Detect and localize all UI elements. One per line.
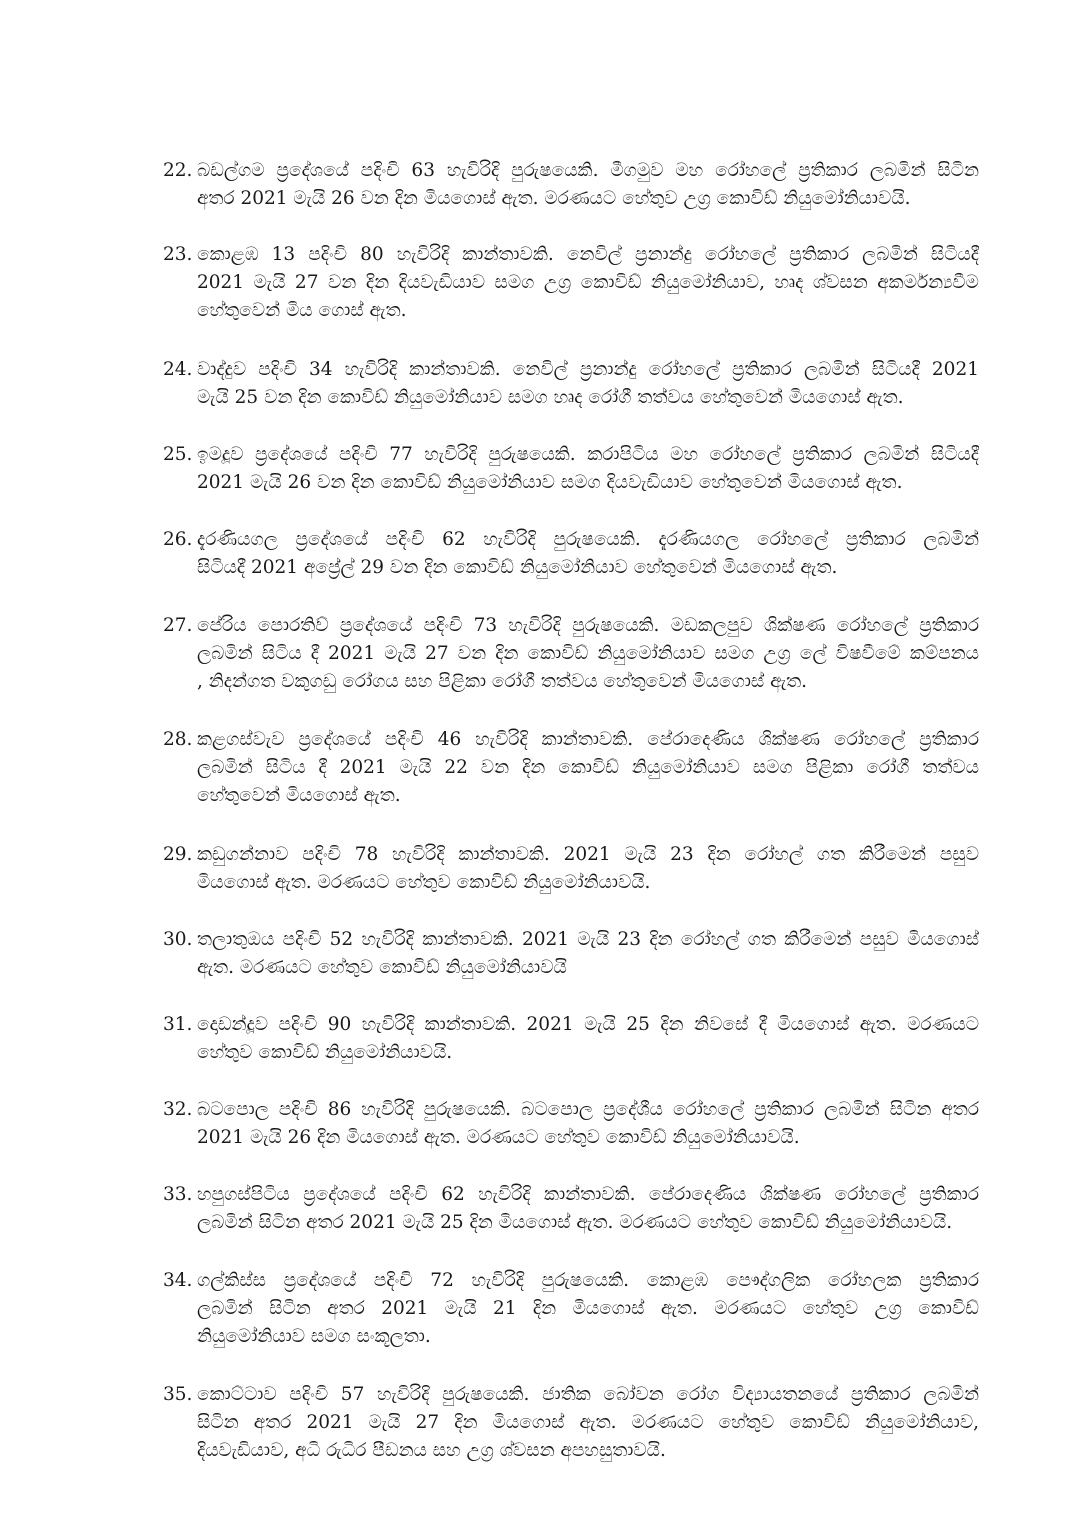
item-text <box>197 841 979 897</box>
text-line: හේතුව කොවිඩ් නියුමෝනියාවයි. <box>197 1042 453 1063</box>
item-number: 25. <box>163 444 193 465</box>
text-line: ලබමින් සිටිය දී 2021 මැයි 27 වන දින කොවිඩ් නියුමෝනියාව සමග උග්‍ර ලේ විෂවීමේ කම්පනය <box>197 643 979 664</box>
list-item-29 <box>163 841 979 897</box>
text-line: හපුගස්පිටිය ප්‍රදේශයේ පදිංචි 62 හැවිරිදි කාන්තාවකි. පේරාදෙණිය ශික්ෂණ රෝහලේ ප්‍රතිකාර <box>197 1184 979 1205</box>
list-item-25 <box>163 441 979 497</box>
list-item-35 <box>163 1381 979 1465</box>
list-item-27 <box>163 612 979 696</box>
list-item-24 <box>163 356 979 412</box>
text-line: මැයි 25 වන දින කොවිඩ් නියුමෝනියාව සමග හෘද රෝගී තත්වය හේතුවෙන් මියගොස් ඇත. <box>197 387 904 408</box>
item-text <box>197 356 979 412</box>
text-line: සිටින අතර 2021 මැයි 27 දින මියගොස් ඇත. මරණයට හේතුව කොවිඩ් නියුමෝනියාව, <box>197 1412 979 1433</box>
item-text <box>197 1181 979 1237</box>
item-number: 30. <box>163 929 193 950</box>
text-line: කොළඹ 13 පදිංචි 80 හැවිරිදි කාන්තාවකි. නෙවිල් ප්‍රනාන්දු රෝහලේ ප්‍රතිකාර ලබමින් සිටියදී <box>197 244 979 265</box>
text-line: අතර 2021 මැයි 26 වන දින මියගොස් ඇත. මරණයට හේතුව උග්‍ර කොවිඩ් නියුමෝනියාවයි. <box>197 188 911 209</box>
text-line: 2021 මැයි 26 වන දින කොවිඩ් නියුමෝනියාව සමග දියවැඩියාව හේතුවෙන් මියගොස් ඇත. <box>197 472 903 493</box>
list-item-33 <box>163 1181 979 1237</box>
list-item-28 <box>163 726 979 810</box>
item-text <box>197 1267 979 1351</box>
item-number: 28. <box>163 729 193 750</box>
text-line: කඩුගන්නාව පදිංචි 78 හැවිරිදි කාන්තාවකි. 2021 මැයි 23 දින රෝහල් ගත කිරීමෙන් පසුව <box>197 844 979 865</box>
text-line: නියුමෝනියාව සමග සංකූලතා. <box>197 1326 431 1347</box>
text-line: ඇත. මරණයට හේතුව කොවිඩ් නියුමෝනියාවයි <box>197 957 567 978</box>
text-line: 2021 මැයි 26 දින මියගොස් ඇත. මරණයට හේතුව කොවිඩ් නියුමෝනියාවයි. <box>197 1127 800 1148</box>
item-number: 32. <box>163 1099 193 1120</box>
item-number: 31. <box>163 1014 193 1035</box>
item-text <box>197 441 979 497</box>
list-item-22 <box>163 157 979 213</box>
text-line: ලබමින් සිටිය දී 2021 මැයි 22 වන දින කොවිඩ් නියුමෝනියාව සමග පිළිකා රෝගී තත්වය <box>197 757 979 778</box>
list-item-26 <box>163 526 979 582</box>
item-text <box>197 1096 979 1152</box>
list-item-30 <box>163 926 979 982</box>
item-text <box>197 926 979 982</box>
item-number: 23. <box>163 244 193 265</box>
text-line: සිටියදී 2021 අප්‍රේල් 29 වන දින කොවිඩ් නියුමෝනියාව හේතුවෙන් මියගොස් ඇත. <box>197 557 838 578</box>
item-number: 29. <box>163 844 193 865</box>
text-line: පේරිය පොරතිව් ප්‍රදේශයේ පදිංචි 73 හැවිරිදි පුරුෂයෙකි. මඩකලපුව ශික්ෂණ රෝහලේ ප්‍රතිකාර <box>197 615 979 636</box>
item-text <box>197 526 979 582</box>
text-line: , නිදන්ගත වකුගඩු රෝගය සහ පිළිකා රෝගී තත්වය හේතුවෙන් මියගොස් ඇත. <box>197 671 808 692</box>
text-line: ලබමින් සිටින අතර 2021 මැයි 25 දින මියගොස් ඇත. මරණයට හේතුව කොවිඩ් නියුමෝනියාවයි. <box>197 1212 953 1233</box>
text-line: දොඩන්දූව පදිංචි 90 හැවිරිදි කාන්තාවකි. 2021 මැයි 25 දින නිවසේ දී මියගොස් ඇත. මරණයට <box>197 1014 979 1035</box>
item-number: 34. <box>163 1270 193 1291</box>
list-item-34 <box>163 1267 979 1351</box>
text-line: කළගස්වැව ප්‍රදේශයේ පදිංචි 46 හැවිරිදි කාන්තාවකි. පේරාදෙණිය ශික්ෂණ රෝහලේ ප්‍රතිකාර <box>197 729 979 750</box>
item-number: 33. <box>163 1184 193 1205</box>
text-line: හේතුවෙන් මියගොස් ඇත. <box>197 785 401 806</box>
text-line: 2021 මැයි 27 වන දින දියවැඩියාව සමග උග්‍ර කොවිඩ් නියුමෝනියාව, හෘද ශ්වසන අකර්මන්‍යවීම <box>197 272 979 293</box>
item-text <box>197 157 979 213</box>
item-number: 22. <box>163 160 193 181</box>
item-number: 24. <box>163 359 193 380</box>
text-line: ඉමදූව ප්‍රදේශයේ පදිංචි 77 හැවිරිදි පුරුෂයෙකි. කරාපිටිය මහ රෝහලේ ප්‍රතිකාර ලබමින් සිටියදී <box>197 444 979 465</box>
text-line: වාද්දුව පදිංචි 34 හැවිරිදි කාන්තාවකි. නෙවිල් ප්‍රනාන්දු රෝහලේ ප්‍රතිකාර ලබමින් සිටියදී 2021 <box>197 359 979 380</box>
item-text <box>197 1381 979 1465</box>
item-number: 26. <box>163 529 193 550</box>
text-line: දැරණියගල ප්‍රදේශයේ පදිංචි 62 හැවිරිදි පුරුෂයෙකි. දැරණියගල රෝහලේ ප්‍රතිකාර ලබමින් <box>197 529 979 550</box>
list-item-23 <box>163 241 979 325</box>
item-text <box>197 612 979 696</box>
text-line: බටපොල පදිංචි 86 හැවිරිදි පුරුෂයෙකි. බටපොල ප්‍රදේශීය රෝහලේ ප්‍රතිකාර ලබමින් සිටින අතර <box>197 1099 979 1120</box>
item-text <box>197 1011 979 1067</box>
item-text <box>197 241 979 325</box>
list-item-32 <box>163 1096 979 1152</box>
text-line: බඩල්ගම ප්‍රදේශයේ පදිංචි 63 හැවිරිදි පුරුෂයෙකි. මීගමුව මහ රෝහලේ ප්‍රතිකාර ලබමින් සිටින <box>197 160 979 181</box>
text-line: මියගොස් ඇත. මරණයට හේතුව කොවිඩ් නියුමෝනියාවයි. <box>197 872 651 893</box>
text-line: දියවැඩියාව, අධි රුධිර පීඩනය සහ උග්‍ර ශ්වසන අපහසුතාවයි. <box>197 1440 666 1461</box>
item-number: 35. <box>163 1384 193 1405</box>
text-line: කොට්ටාව පදිංචි 57 හැවිරිදි පුරුෂයෙකි. ජාතික බෝවන රෝග විද්‍යායතනයේ ප්‍රතිකාර ලබමින් <box>197 1384 979 1405</box>
text-line: ගල්කිස්ස ප්‍රදේශයේ පදිංචි 72 හැවිරිදි පුරුෂයෙකි. කොළඹ පෞද්ගලික රෝහලක ප්‍රතිකාර <box>197 1270 979 1291</box>
text-line: ලබමින් සිටින අතර 2021 මැයි 21 දින මියගොස් ඇත. මරණයට හේතුව උග්‍ර කොවිඩ් <box>197 1298 979 1319</box>
item-number: 27. <box>163 615 193 636</box>
list-item-31 <box>163 1011 979 1067</box>
text-line: තලාතුඔය පදිංචි 52 හැවිරිදි කාන්තාවකි. 2021 මැයි 23 දින රෝහල් ගත කිරීමෙන් පසුව මියගොස් <box>197 929 979 950</box>
text-line: හේතුවෙන් මිය ගොස් ඇත. <box>197 300 407 321</box>
item-text <box>197 726 979 810</box>
